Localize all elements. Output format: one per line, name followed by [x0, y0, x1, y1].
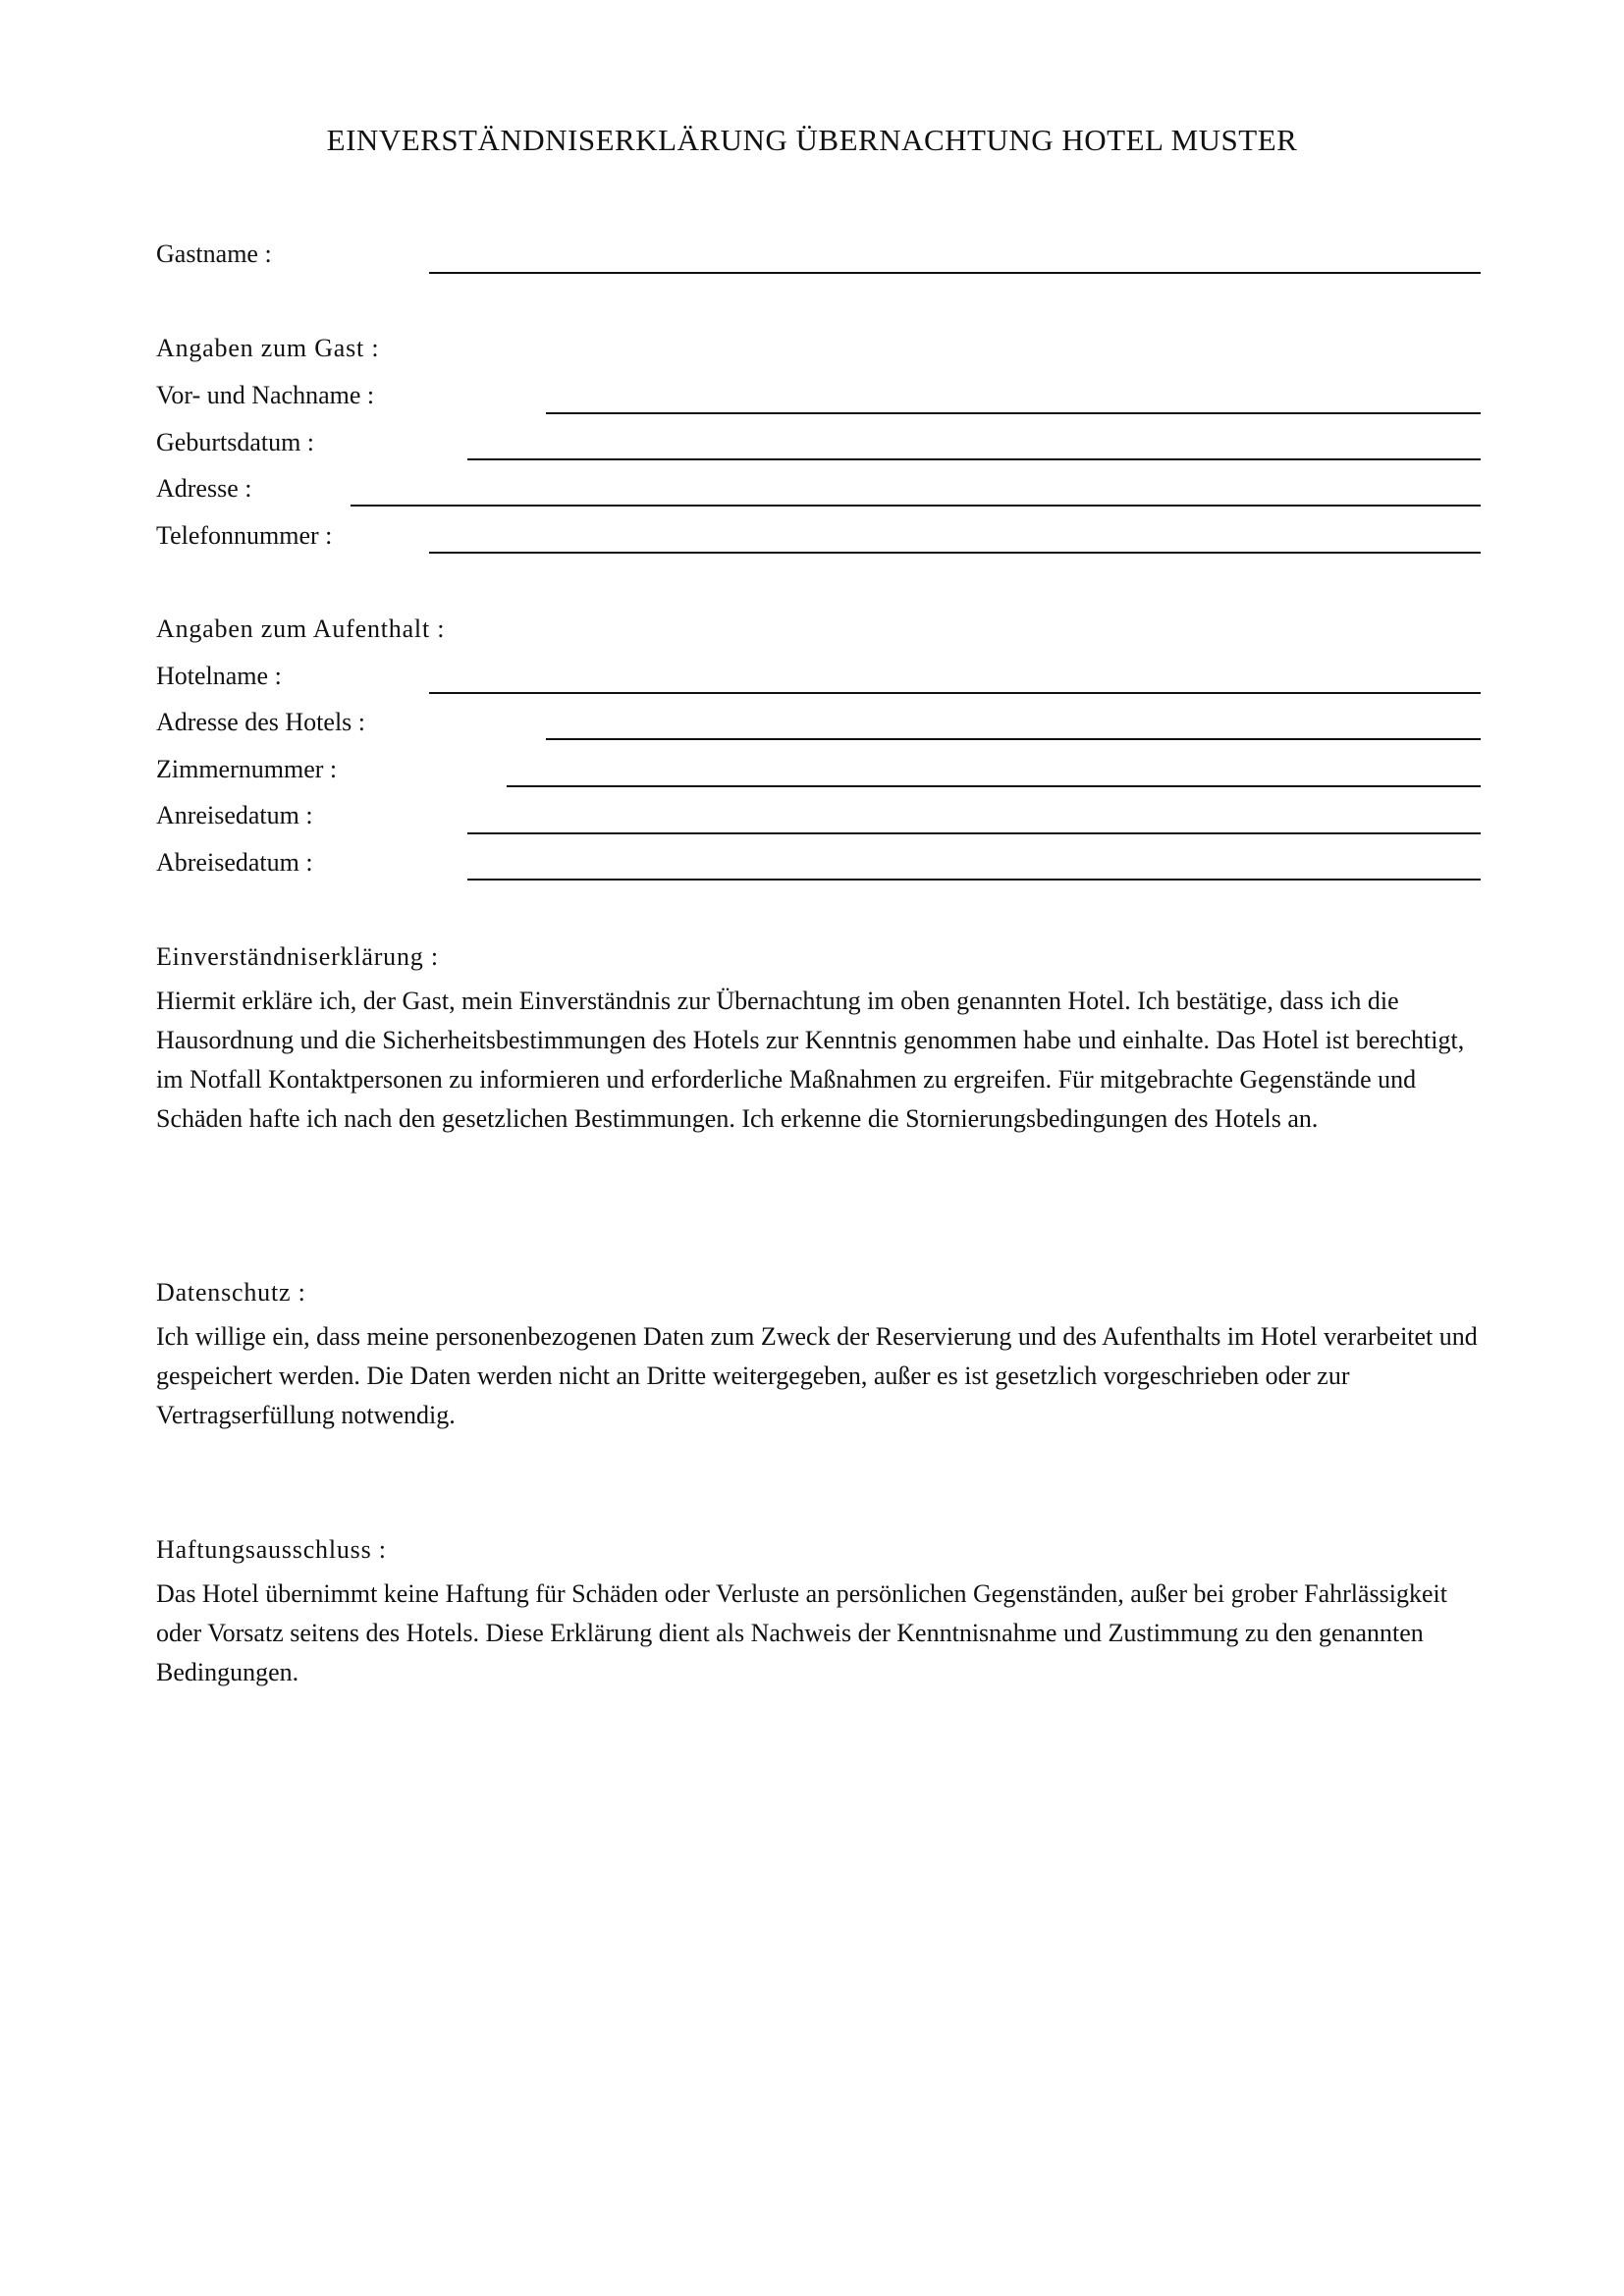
departure-date-label: Abreisedatum :: [156, 848, 313, 877]
guest-name-label: Gastname :: [156, 240, 272, 268]
address-field[interactable]: [351, 505, 1481, 507]
full-name-field[interactable]: [546, 412, 1481, 414]
hotel-address-label: Adresse des Hotels :: [156, 708, 366, 736]
privacy-text: Ich willige ein, dass meine personenbezogenen Daten zum Zweck der Reservierung und des Aufenthalts im Hotel verarbeitet und gespeichert werden. Die Daten werden nicht an Dritte weitergegeben, außer es ist gesetzlich vorgeschrieben oder zur Vertragserfüllung notwendig.: [156, 1322, 1478, 1429]
stay-section-heading: Angaben zum Aufenthalt :: [156, 614, 446, 643]
arrival-date-field[interactable]: [467, 832, 1481, 834]
document-title: EINVERSTÄNDNISERKLÄRUNG ÜBERNACHTUNG HOTEL MUSTER: [326, 123, 1298, 157]
liability-heading: Haftungsausschluss :: [156, 1535, 387, 1564]
address-label: Adresse :: [156, 474, 252, 503]
hotel-address-field[interactable]: [546, 738, 1481, 740]
room-number-label: Zimmernummer :: [156, 755, 338, 783]
phone-label: Telefonnummer :: [156, 521, 333, 550]
consent-heading: Einverständniserklärung :: [156, 942, 439, 971]
phone-field[interactable]: [429, 552, 1481, 554]
full-name-label: Vor- und Nachname :: [156, 381, 375, 409]
hotel-name-field[interactable]: [429, 692, 1481, 694]
birthdate-field[interactable]: [467, 458, 1481, 460]
arrival-date-label: Anreisedatum :: [156, 801, 313, 829]
guest-section-heading: Angaben zum Gast :: [156, 334, 380, 362]
birthdate-label: Geburtsdatum :: [156, 428, 315, 456]
guest-name-field[interactable]: [429, 272, 1481, 274]
liability-text: Das Hotel übernimmt keine Haftung für Schäden oder Verluste an persönlichen Gegenständen, außer bei grober Fahrlässigkeit oder Vorsatz seitens des Hotels. Diese Erklärung dient als Nachweis der Kenntnisnahme und Zustimmung zu den genannten Bedingungen.: [156, 1579, 1448, 1686]
privacy-heading: Datenschutz :: [156, 1278, 306, 1307]
departure-date-field[interactable]: [467, 879, 1481, 881]
room-number-field[interactable]: [507, 785, 1481, 787]
hotel-name-label: Hotelname :: [156, 662, 282, 690]
consent-text: Hiermit erkläre ich, der Gast, mein Einverständnis zur Übernachtung im oben genannten Hotel. Ich bestätige, dass ich die Hausordnung und die Sicherheitsbestimmungen des Hotels zur Kenntnis genommen habe und einhalte. Das Hotel ist berechtigt, im Notfall Kontaktpersonen zu informieren und erforderliche Maßnahmen zu ergreifen. Für mitgebrachte Gegenstände und Schäden hafte ich nach den gesetzlichen Bestimmungen. Ich erkenne die Stornierungsbedingungen des Hotels an.: [156, 987, 1465, 1133]
